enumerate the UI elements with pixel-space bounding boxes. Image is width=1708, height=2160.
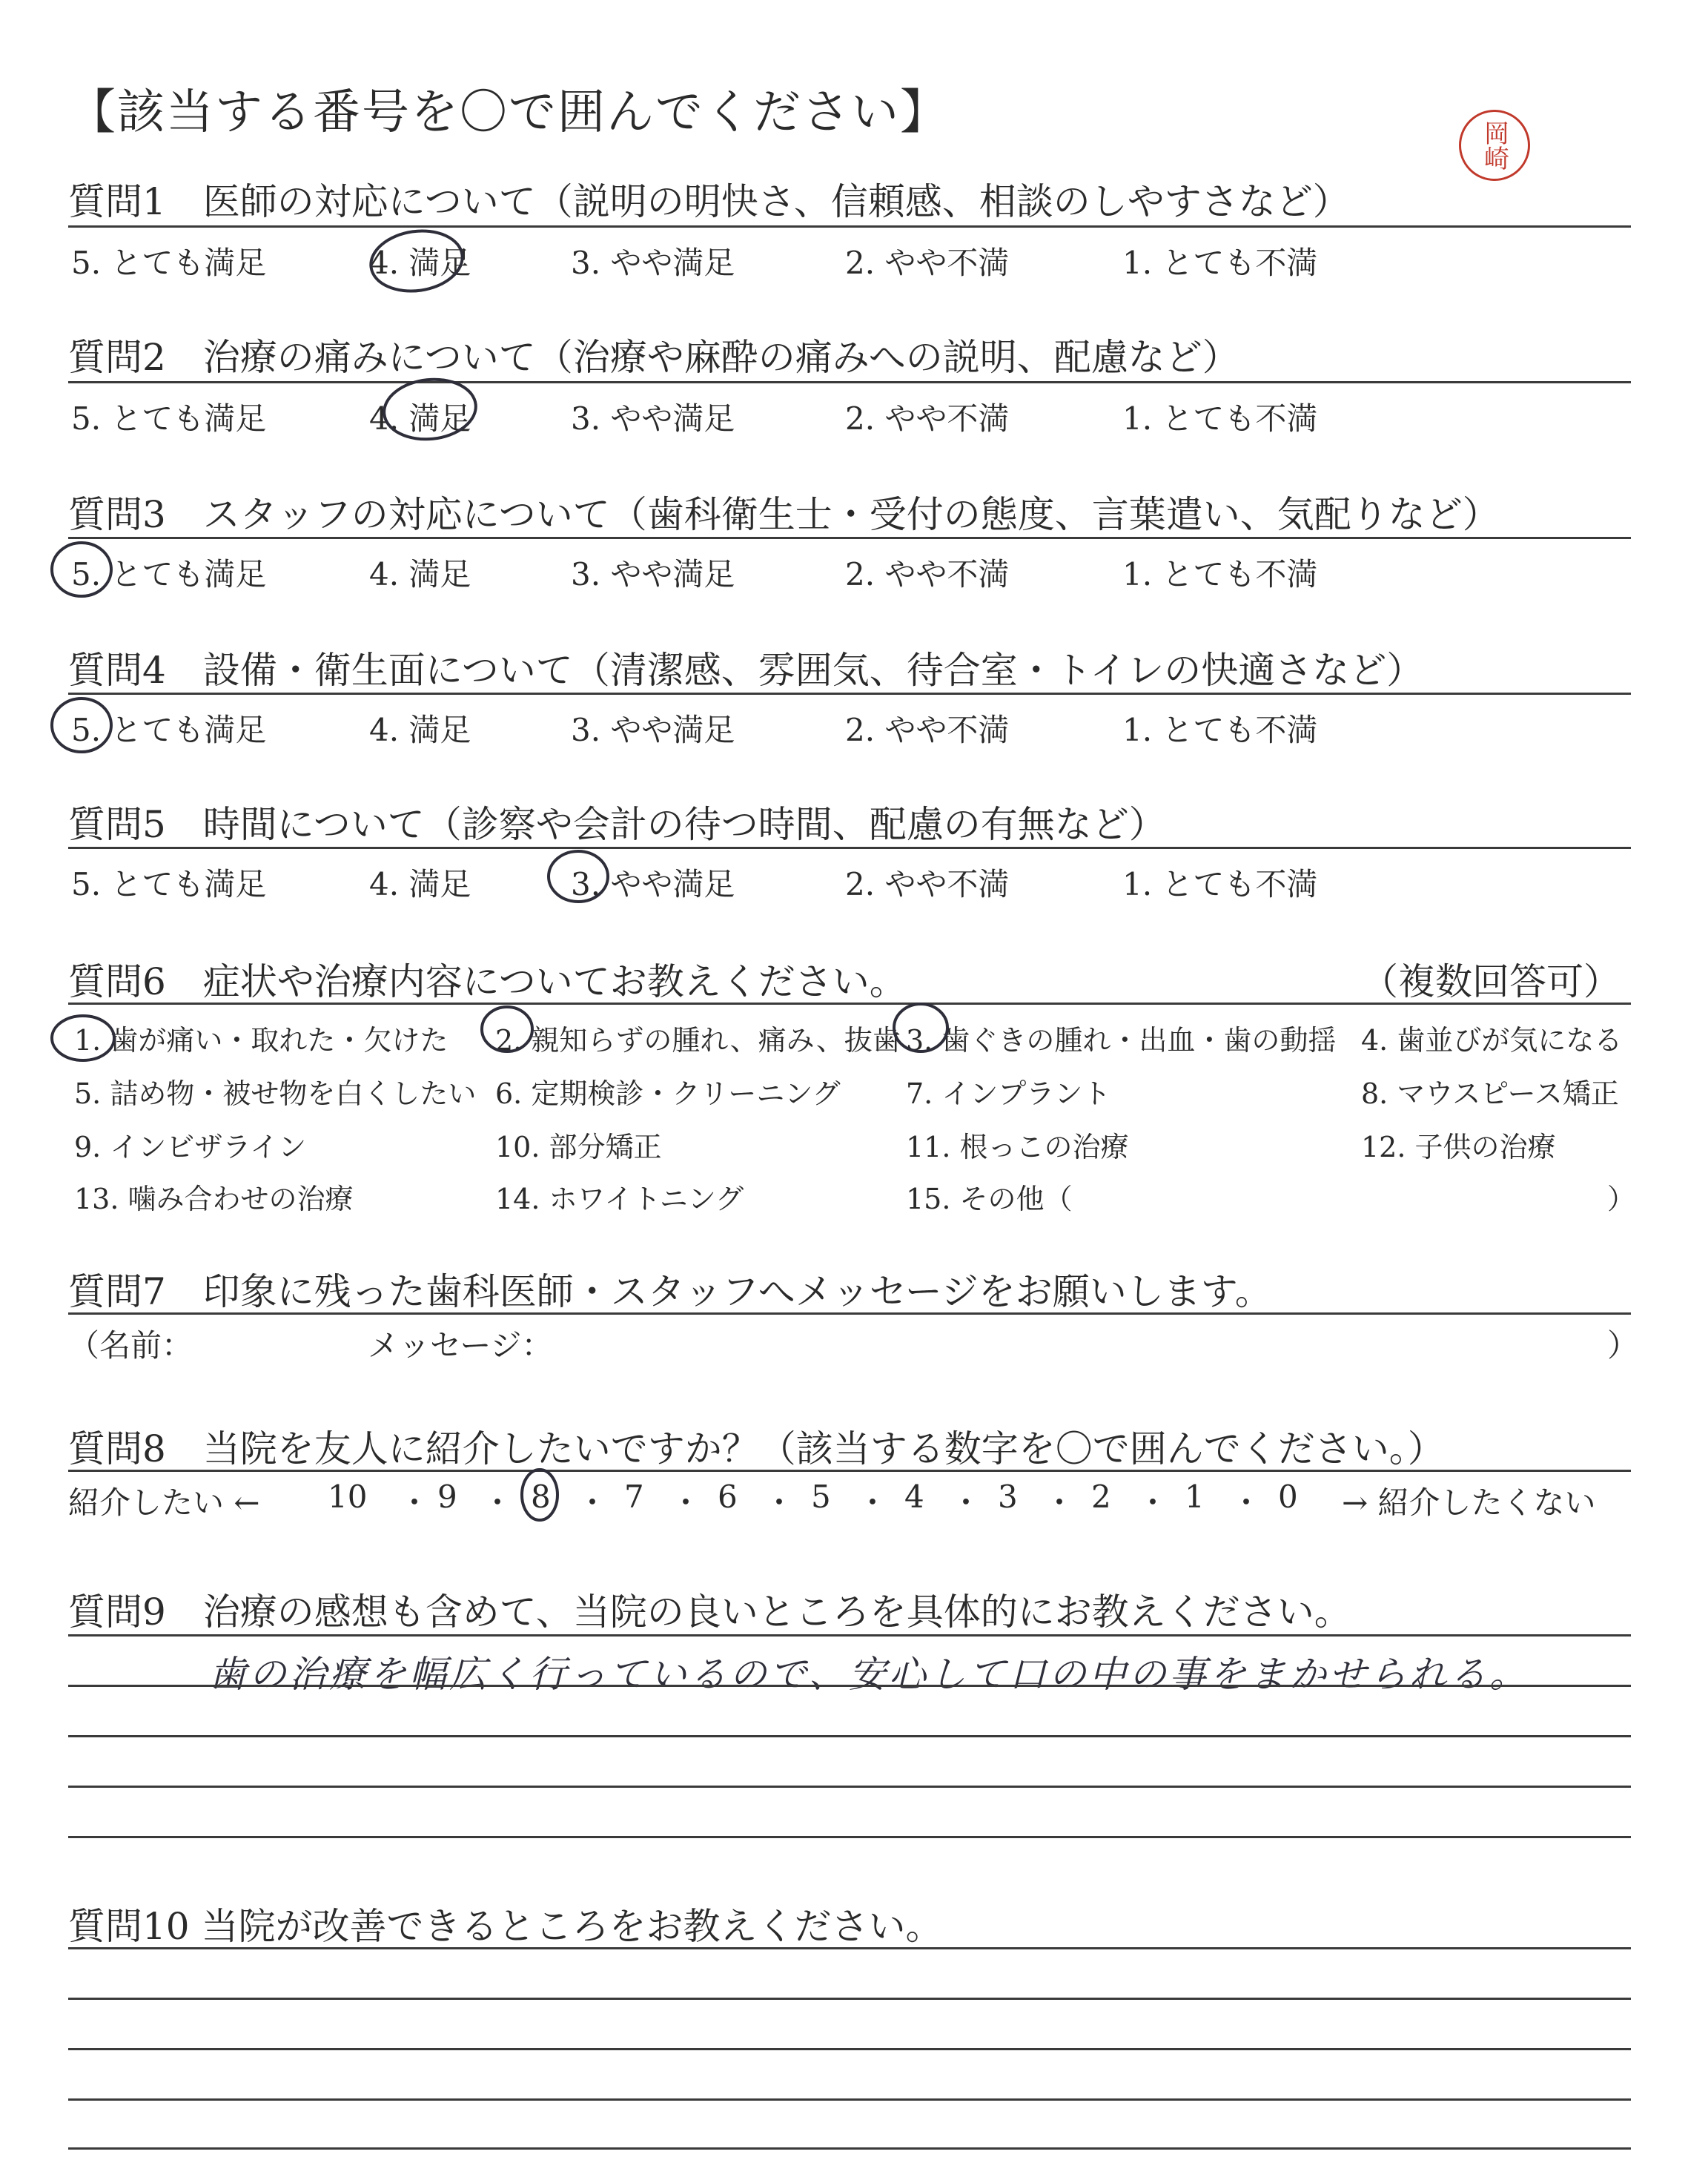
q8-score-9[interactable]: 9 <box>437 1479 457 1515</box>
q6-item-10[interactable]: 10. 部分矯正 <box>495 1131 662 1163</box>
question-3-title: 質問3 スタッフの対応について（歯科衛生士・受付の態度、言葉遣い、気配りなど） <box>68 493 1500 536</box>
q7-name-label: （名前： <box>68 1327 193 1364</box>
q6-item-11[interactable]: 11. 根っこの治療 <box>906 1131 1129 1163</box>
q1-option-4[interactable]: 4. 満足 <box>369 245 471 281</box>
question-10-rule <box>68 1947 1631 1949</box>
question-9-title: 質問9 治療の感想も含めて、当院の良いところを具体的にお教えください。 <box>68 1591 1351 1634</box>
q8-score-5[interactable]: 5 <box>811 1479 831 1515</box>
q8-score-2[interactable]: 2 <box>1091 1479 1111 1515</box>
question-3-rule <box>68 537 1631 539</box>
q8-dot: ・ <box>399 1484 431 1521</box>
q3-option-2[interactable]: 2. やや不満 <box>845 556 1010 592</box>
q1-option-1[interactable]: 1. とても不満 <box>1122 245 1318 281</box>
q8-dot: ・ <box>1044 1484 1076 1521</box>
q9-answer-line <box>68 1836 1631 1838</box>
q1-option-5[interactable]: 5. とても満足 <box>71 245 267 281</box>
q8-dot: ・ <box>857 1484 889 1521</box>
seal-stamp <box>1459 110 1530 181</box>
q5-option-4[interactable]: 4. 満足 <box>369 866 471 902</box>
q6-item-5[interactable]: 5. 詰め物・被せ物を白くしたい <box>74 1077 477 1110</box>
q4-option-3[interactable]: 3. やや満足 <box>571 712 735 748</box>
q6-other-close-paren: ） <box>1607 1183 1636 1215</box>
q3-option-3[interactable]: 3. やや満足 <box>571 556 735 592</box>
page-title: 【該当する番号を〇で囲んでください】 <box>68 85 949 140</box>
q8-score-10[interactable]: 10 <box>328 1479 368 1515</box>
question-7-title: 質問7 印象に残った歯科医師・スタッフへメッセージをお願いします。 <box>68 1270 1272 1313</box>
q1-option-3[interactable]: 3. やや満足 <box>571 245 735 281</box>
q2-option-4[interactable]: 4. 満足 <box>369 400 471 437</box>
q5-option-5[interactable]: 5. とても満足 <box>71 866 267 902</box>
seal-stamp-text: 岡崎 <box>1479 120 1509 171</box>
q3-option-5[interactable]: 5. とても満足 <box>71 556 267 592</box>
q3-option-1[interactable]: 1. とても不満 <box>1122 556 1318 592</box>
q8-dot: ・ <box>577 1484 609 1521</box>
q8-dot: ・ <box>764 1484 795 1521</box>
question-9-rule <box>68 1634 1631 1636</box>
q2-option-2[interactable]: 2. やや不満 <box>845 400 1010 437</box>
question-10-title: 質問10 当院が改善できるところをお教えください。 <box>68 1905 943 1948</box>
q9-answer-line <box>68 1685 1631 1687</box>
q4-option-2[interactable]: 2. やや不満 <box>845 712 1010 748</box>
q2-option-1[interactable]: 1. とても不満 <box>1122 400 1318 437</box>
q6-item-8[interactable]: 8. マウスピース矯正 <box>1361 1077 1619 1110</box>
q4-option-4[interactable]: 4. 満足 <box>369 712 471 748</box>
q4-option-1[interactable]: 1. とても不満 <box>1122 712 1318 748</box>
q6-item-3[interactable]: 3. 歯ぐきの腫れ・出血・歯の動揺 <box>906 1024 1337 1057</box>
q8-score-0[interactable]: 0 <box>1278 1479 1298 1515</box>
q8-dot: ・ <box>1137 1484 1169 1521</box>
q8-dot: ・ <box>670 1484 702 1521</box>
q8-left-label: 紹介したい ← <box>68 1484 260 1521</box>
question-8-title: 質問8 当院を友人に紹介したいですか？（該当する数字を〇で囲んでください。） <box>68 1427 1445 1470</box>
q6-item-9[interactable]: 9. インビザライン <box>74 1131 307 1163</box>
q9-answer-line <box>68 1735 1631 1737</box>
q3-option-4[interactable]: 4. 満足 <box>369 556 471 592</box>
q8-right-label: → 紹介したくない <box>1342 1484 1596 1521</box>
question-1-title: 質問1 医師の対応について（説明の明快さ、信頼感、相談のしやすさなど） <box>68 180 1350 223</box>
question-4-title: 質問4 設備・衛生面について（清潔感、雰囲気、待合室・トイレの快適さなど） <box>68 649 1424 692</box>
q2-option-3[interactable]: 3. やや満足 <box>571 400 735 437</box>
question-2-title: 質問2 治療の痛みについて（治療や麻酔の痛みへの説明、配慮など） <box>68 336 1239 379</box>
q6-item-7[interactable]: 7. インプラント <box>906 1077 1111 1110</box>
q8-dot: ・ <box>1231 1484 1262 1521</box>
q6-item-4[interactable]: 4. 歯並びが気になる <box>1361 1024 1623 1057</box>
q10-answer-line <box>68 2147 1631 2150</box>
q8-dot: ・ <box>482 1484 514 1521</box>
q8-dot: ・ <box>950 1484 982 1521</box>
question-5-title: 質問5 時間について（診察や会計の待つ時間、配慮の有無など） <box>68 803 1166 846</box>
q8-score-1[interactable]: 1 <box>1185 1479 1205 1515</box>
q1-option-2[interactable]: 2. やや不満 <box>845 245 1010 281</box>
q8-score-7[interactable]: 7 <box>624 1479 644 1515</box>
q5-option-3[interactable]: 3. やや満足 <box>571 866 735 902</box>
question-8-rule <box>68 1470 1631 1472</box>
q6-item-14[interactable]: 14. ホワイトニング <box>495 1183 744 1215</box>
question-6-note: （複数回答可） <box>1361 960 1621 1003</box>
question-6-title: 質問6 症状や治療内容についてお教えください。 <box>68 960 907 1003</box>
q2-option-5[interactable]: 5. とても満足 <box>71 400 267 437</box>
q4-option-5[interactable]: 5. とても満足 <box>71 712 267 748</box>
q5-option-2[interactable]: 2. やや不満 <box>845 866 1010 902</box>
q10-answer-line <box>68 2048 1631 2050</box>
question-6-rule <box>68 1003 1631 1005</box>
q9-answer-line <box>68 1786 1631 1788</box>
q6-item-1[interactable]: 1. 歯が痛い・取れた・欠けた <box>74 1024 448 1057</box>
q8-score-6[interactable]: 6 <box>718 1479 738 1515</box>
q10-answer-line <box>68 1998 1631 2000</box>
q9-handwritten-answer[interactable]: 歯の治療を幅広く行っているので、安心して口の中の事をまかせられる。 <box>209 1653 1529 1696</box>
q6-item-12[interactable]: 12. 子供の治療 <box>1361 1131 1556 1163</box>
q10-answer-line <box>68 2098 1631 2101</box>
question-2-rule <box>68 381 1631 383</box>
q8-score-4[interactable]: 4 <box>904 1479 924 1515</box>
question-7-rule <box>68 1312 1631 1315</box>
q6-item-15[interactable]: 15. その他（ <box>906 1183 1073 1215</box>
q6-item-6[interactable]: 6. 定期検診・クリーニング <box>495 1077 841 1110</box>
q6-item-13[interactable]: 13. 噛み合わせの治療 <box>74 1183 354 1215</box>
q8-score-8[interactable]: 8 <box>531 1479 551 1515</box>
question-4-rule <box>68 693 1631 695</box>
q7-close-paren: ） <box>1607 1327 1639 1364</box>
q5-option-1[interactable]: 1. とても不満 <box>1122 866 1318 902</box>
q7-message-label: メッセージ： <box>368 1327 553 1364</box>
q8-score-3[interactable]: 3 <box>998 1479 1018 1515</box>
question-5-rule <box>68 847 1631 849</box>
q6-item-2[interactable]: 2. 親知らずの腫れ、痛み、抜歯 <box>495 1024 901 1057</box>
question-1-rule <box>68 225 1631 228</box>
